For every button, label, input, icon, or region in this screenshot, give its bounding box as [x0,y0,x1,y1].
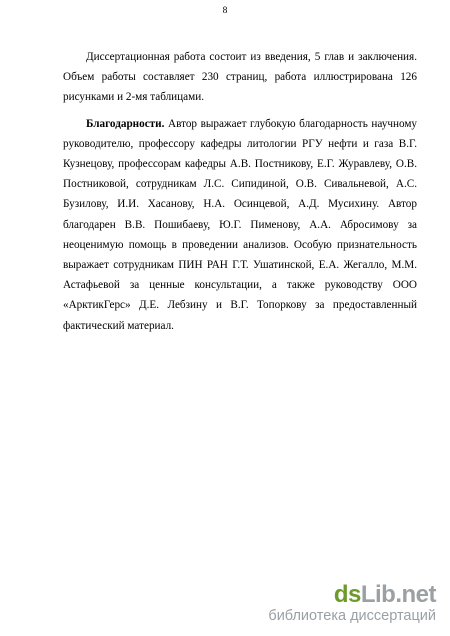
text-fragment: Автор выражает глубокую благодарность научному [168,117,418,130]
text-line: Диссертационная работа состоит из введения, 5 глав и заключения. [86,51,417,63]
acknowledgements-heading: Благодарности. [86,117,165,130]
text-line: рисунками и 2-мя таблицами. [63,91,204,104]
paragraph-acknowledgements [63,114,417,336]
paragraph-thesis-structure [63,47,417,108]
text-line: Астафьевой за ценные консультации, а также руководству ООО [63,279,417,292]
text-line: фактический материал. [63,319,174,332]
text-line [63,114,417,134]
text-line: Объем работы составляет 230 страниц, работа иллюстрирована 126 [63,71,417,84]
document-body [63,47,417,336]
text-line: Бузилову, И.И. Хасанову, Н.А. Осинцевой, А.Д. Мусихину. Автор [63,198,417,211]
watermark-logo-lib: Lib.net [360,581,436,608]
text-line: благодарен В.В. Пошибаеву, Ю.Г. Пименову, А.А. Абросимову за [63,218,417,231]
text-line: «АрктикГерс» Д.Е. Лебзину и В.Г. Топоркову за предоставленный [63,299,417,312]
watermark-logo [268,582,436,608]
text-line: руководителю, профессору кафедры литологии РГУ нефти и газа В.Г. [63,137,417,150]
watermark-subtitle: библиотека диссертаций [268,608,436,624]
text-line: Постниковой, сотрудникам Л.С. Сипидиной, О.В. Сивальневой, А.С. [63,178,417,191]
text-line: неоценимую помощь в проведении анализов. Особую признательность [63,238,417,251]
text-line: выражает сотрудникам ПИН РАН Г.Т. Ушатинской, Е.А. Жегалло, М.М. [63,259,417,272]
watermark [268,582,436,624]
watermark-logo-ds: ds [333,581,361,608]
page-number: 8 [222,6,228,16]
text-line: Кузнецову, профессорам кафедры А.В. Постникову, Е.Г. Журавлеву, О.В. [63,158,417,171]
